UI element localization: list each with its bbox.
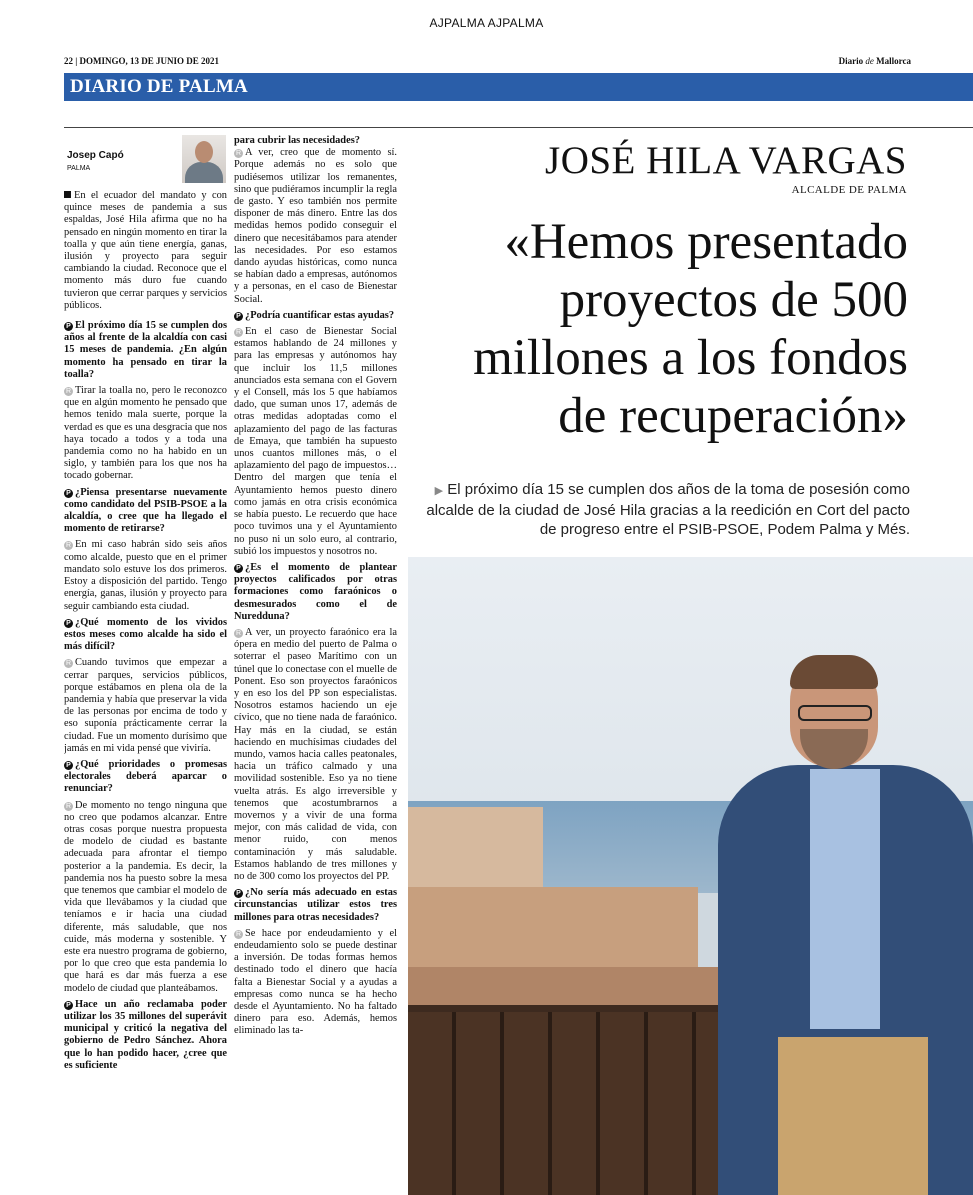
standfirst-text: El próximo día 15 se cumplen dos años de la toma de posesión como alcalde de la ciudad de José Hila gracias a la reedición en Cort del pacto de progreso entre el PSIB-PSOE, Podem Palma y Més. <box>426 481 910 538</box>
article-column-1 <box>64 190 227 1195</box>
author-name: Josep Capó <box>67 150 124 161</box>
question: ¿No sería más adecuado en estas circunstancias utilizar estos tres millones para otras necesidades? <box>234 887 397 923</box>
question-icon: P <box>64 322 73 331</box>
headline: «Hemos presentado proyectos de 500 millones a los fondos de recuperación» <box>473 214 908 444</box>
newspaper-name: Diario de Mallorca <box>838 56 911 66</box>
author-location: PALMA <box>67 165 91 172</box>
answer-icon: R <box>65 802 72 810</box>
answer-icon: R <box>65 542 72 550</box>
answer-icon: R <box>235 629 242 637</box>
section-header: DIARIO DE PALMA <box>64 73 973 101</box>
question: ¿Es el momento de plantear proyectos calificados por otras formaciones como faraónicos o desmesurados como el de Nuredduna? <box>234 561 397 622</box>
page-folio <box>64 56 911 70</box>
answer: En mi caso habrán sido seis años como alcalde, puesto que en el primer mandato solo estuve los dos primeros. Estoy a disposición del partido. Tengo energía, ganas, ilusión y proyecto para seguir cambiando esta ciudad. <box>64 539 227 612</box>
answer: A ver, un proyecto faraónico era la ópera en medio del puerto de Palma o soterrar el paseo Marítimo con un túnel que lo conectase con el muelle de Ponent. Eso son proyectos faraónicos y en eso los del PP son especialistas. Nosotros estamos haciendo un eje cívico, que no tiene nada de faraónico. Hay más en la ciudad, se están haciendo en muchísimas ciudades del mundo, vamos hacia calles peatonales, hacia un tráfico calmado y una movilidad sostenible. Eso ya no tiene vuelta atrás. Es algo irreversible y tenemos que acostumbrarnos a movernos y a vivir de una forma mejor, con más calidad de vida, con menor ruido, con menos contaminación y más saludable. Estamos hablando de tres millones y no de 300 como los proyectos del PP. <box>234 626 397 882</box>
answer: De momento no tengo ninguna que no creo que podamos alcanzar. Entre otras cosas porque nuestra propuesta de modelo de ciudad es bastante adecuada para afrontar el tiempo posterior a la pandemia. Es decir, la pandemia nos ha puesto sobre la mesa que tenemos que cambiar el modelo de vida que llevábamos y la ciudad que teníamos e ir hacia una ciudad diferente, más saludable, que nos cuide, más moderna y sostenible. Y este era nuestro programa de gobierno, por lo que creo que esta pandemia lo que hará es dar más fuerza a ese modelo de ciudad que planteábamos. <box>64 799 227 994</box>
question-icon: P <box>234 312 243 321</box>
question: ¿Qué prioridades o promesas electorales deberá aparcar o renunciar? <box>64 758 227 795</box>
answer: Tirar la toalla no, pero le reconozco que en algún momento he pensado que hemos tenido mala suerte, porque la verdad es que es una desgracia que nos haya tocado a todos y a toda una pandemia como no ha habido en un siglo, y también para los que nos ha tocado gobernar. <box>64 385 227 482</box>
question: ¿Podría cuantificar estas ayudas? <box>245 309 395 321</box>
answer-icon: R <box>65 388 72 396</box>
bullet-square-icon <box>64 191 71 198</box>
question: ¿Piensa presentarse nuevamente como candidato del PSIB-PSOE a la alcaldía, o cree que ha llegado el momento de retirarse? <box>64 486 227 535</box>
question-icon: P <box>64 619 73 628</box>
question-icon: P <box>64 761 73 770</box>
answer: Cuando tuvimos que empezar a cerrar parques, servicios públicos, porque estábamos en plena ola de la pandemia y había que preservar la vida de las personas por encima de todo y eso suponía prácticamente cerrar la ciudad. Fue un momento durísimo que jamás en mi vida pensé que viviría. <box>64 657 227 754</box>
standfirst <box>410 480 910 539</box>
question: Hace un año reclamaba poder utilizar los 35 millones del superávit municipal y criticó la negativa del gobierno de Pedro Sánchez. Ahora que lo han podido hacer, ¿cree que es suficiente <box>64 998 227 1071</box>
answer: A ver, creo que de momento sí. Porque además no es solo que pudiésemos utilizar los remanentes, sino que pudiéramos incumplir la regla de gasto. Y eso también nos permite disponer de más dinero. Entre las dos medidas hemos podido conseguir el dinero que necesitábamos para atender las necesidades. Por eso estamos dando ayudas históricas, como nunca se habían dado a empresas, autónomos y a personas, en el caso de Bienestar Social. <box>234 147 397 305</box>
folio-date: 22 | DOMINGO, 13 DE JUNIO DE 2021 <box>64 56 219 66</box>
question-icon: P <box>234 889 243 898</box>
intro-text: En el ecuador del mandato y con quince meses de pandemia a sus espaldas, José Hila afirma que no ha pensado en ningún momento en tirar la toalla y que aún tiene energía, ganas, ilusión y proyecto para seguir cambiando la ciudad. Reconoce que el momento más duro fue cuando tuvieron que cerrar parques y servicios públicos. <box>64 190 227 311</box>
answer-icon: R <box>65 660 72 668</box>
answer: En el caso de Bienestar Social estamos hablando de 24 millones y para las empresas y autónomos hay que incluir los 11,5 millones anunciados esta semana con el Govern y el Consell, más los 5 que habíamos dado, que suman unos 17, además de otras medidas adoptadas como el aplazamiento del pago de las facturas de Emaya, que también ha supuesto unos cuantos millones más, o el aplazamiento del pago de impuestos… Dentro del margen que tenía el Ayuntamiento hemos puesto dinero como jamás en otra crisis económica se había puesto. Le recuerdo que hace poco tuvimos una y el Ayuntamiento no puso ni un solo euro, al contrario, subió los impuestos y nosotros no. <box>234 326 397 557</box>
divider <box>64 127 973 128</box>
question: El próximo día 15 se cumplen dos años al frente de la alcaldía con casi 15 meses de pandemia. ¿En algún momento ha pensado en tirar la toalla? <box>64 320 227 380</box>
article-column-2 <box>234 135 397 1195</box>
question-icon: P <box>64 489 73 498</box>
interviewee-role: ALCALDE DE PALMA <box>791 184 907 196</box>
top-banner: AJPALMA AJPALMA <box>429 16 544 30</box>
answer-icon: R <box>235 150 242 158</box>
author-byline <box>64 133 227 185</box>
question: ¿Qué momento de los vividos estos meses como alcalde ha sido el más difícil? <box>64 616 227 653</box>
question-continued: para cubrir las necesidades? <box>234 135 360 146</box>
answer-icon: R <box>235 930 242 938</box>
author-avatar <box>182 135 226 183</box>
photo-person <box>718 657 973 1195</box>
triangle-bullet-icon: ▶ <box>434 485 444 497</box>
answer-icon: R <box>235 329 242 337</box>
question-icon: P <box>64 1001 73 1010</box>
question-icon: P <box>234 564 243 573</box>
interviewee-name: JOSÉ HILA VARGAS <box>545 139 907 182</box>
interviewee-photo <box>408 557 973 1195</box>
answer: Se hace por endeudamiento y el endeudamiento solo se puede destinar a inversión. De todas formas hemos destinado todo el dinero que hacía falta a Bienestar Social y a ayudas a empresas como nunca se ha hecho desde el Ayuntamiento. No ha faltado dinero para eso. Además, hemos eliminado las ta- <box>234 927 397 1037</box>
